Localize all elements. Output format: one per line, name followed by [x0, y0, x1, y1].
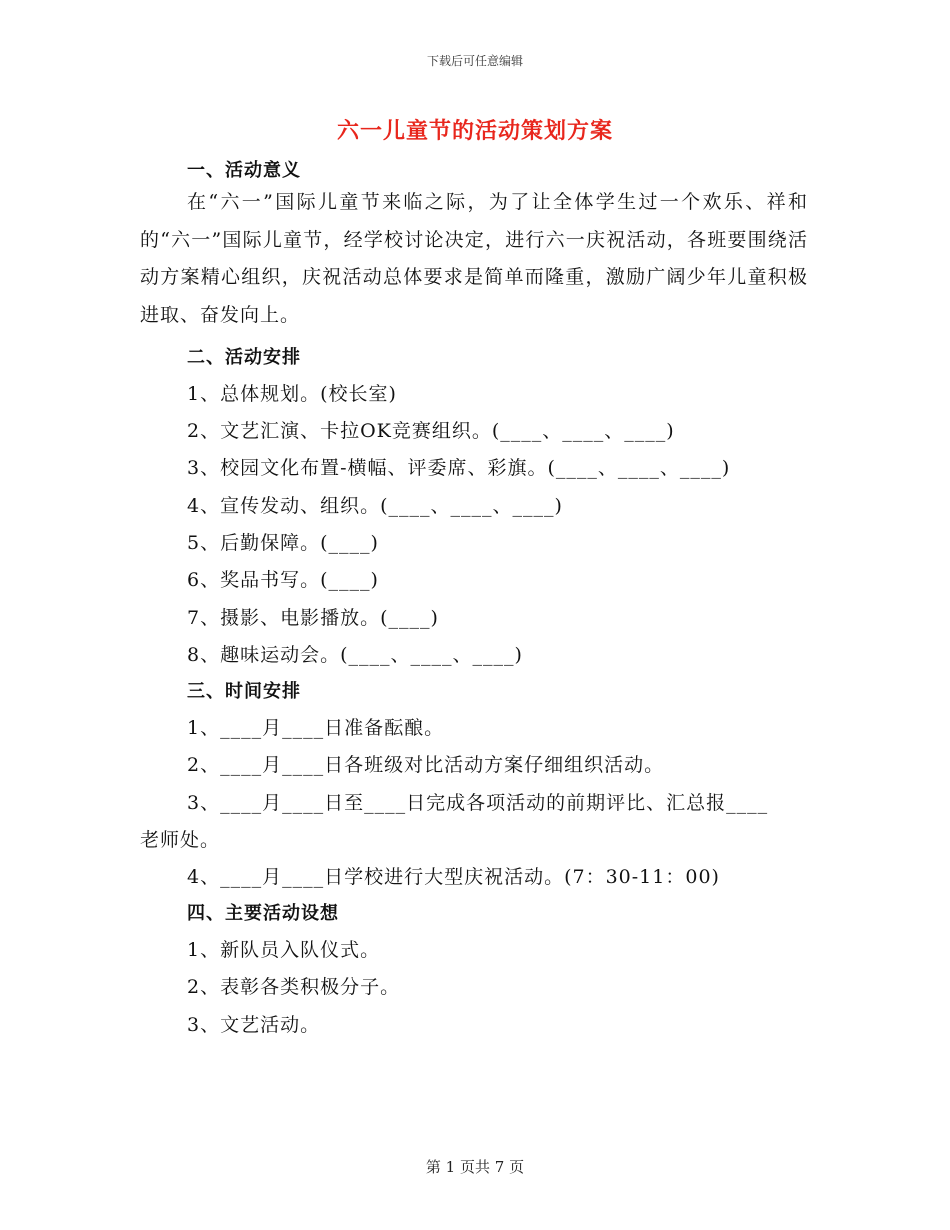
list-item: 4、宣传发动、组织。(____、____、____) — [187, 495, 563, 517]
section-1-paragraph: 在“六一”国际儿童节来临之际，为了让全体学生过一个欢乐、祥和的“六一”国际儿童节，经学校讨论决定，进行六一庆祝活动，各班要围绕活动方案精心组织，庆祝活动总体要求是简单而隆重，激励广阔少年儿童积极进取、奋发向上。 — [140, 191, 808, 326]
list-item: 4、____月____日学校进行大型庆祝活动。(7：30-11：00) — [187, 866, 720, 888]
list-item: 1、总体规划。(校长室) — [187, 383, 397, 405]
list-item: 1、____月____日准备酝酿。 — [187, 717, 445, 739]
page-number: 第 1 页共 7 页 — [425, 1158, 525, 1176]
section-heading-1: 一、活动意义 — [187, 160, 301, 181]
list-item: 8、趣味运动会。(____、____、____) — [187, 644, 523, 666]
list-item: 5、后勤保障。(____) — [187, 532, 379, 554]
list-item: 3、文艺活动。 — [187, 1014, 321, 1036]
section-heading-2: 二、活动安排 — [187, 347, 301, 368]
document-title: 六一儿童节的活动策划方案 — [336, 118, 613, 144]
list-item: 3、____月____日至____日完成各项活动的前期评比、汇总报____ — [187, 792, 769, 814]
page-header-note: 下载后可任意编辑 — [426, 54, 523, 68]
list-item-continuation: 老师处。 — [140, 829, 221, 851]
section-heading-4: 四、主要活动设想 — [187, 903, 339, 924]
list-item: 2、____月____日各班级对比活动方案仔细组织活动。 — [187, 754, 665, 776]
list-item: 7、摄影、电影播放。(____) — [187, 607, 439, 629]
section-heading-3: 三、时间安排 — [187, 681, 301, 702]
list-item: 1、新队员入队仪式。 — [187, 939, 381, 961]
list-item: 3、校园文化布置-横幅、评委席、彩旗。(____、____、____) — [187, 457, 731, 479]
list-item: 2、文艺汇演、卡拉OK竞赛组织。(____、____、____) — [187, 420, 675, 442]
list-item: 2、表彰各类积极分子。 — [187, 976, 401, 998]
list-item: 6、奖品书写。(____) — [187, 569, 379, 591]
